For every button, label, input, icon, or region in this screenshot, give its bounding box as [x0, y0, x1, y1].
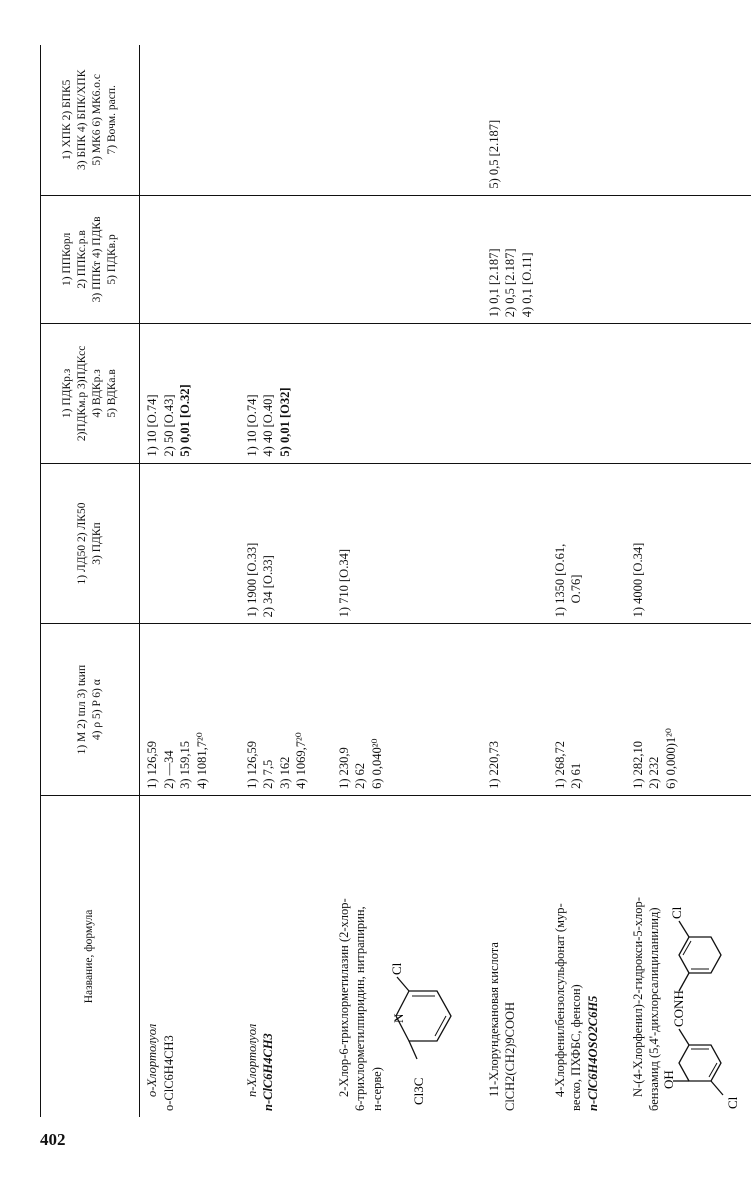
header-bpk: 1) ХПК 2) БПК5 3) БПК 4) БПК/ХПК 5) МК6 6) МК6.о.с 7) Вочм. расп. [41, 45, 140, 195]
pdk-cell: 1) 10 [O.74] 4) 40 [O.40] 5) 0,01 [O32] [240, 324, 332, 463]
tox-cell: 1) 1900 [O.33] 2) 34 [O.33] [240, 463, 332, 624]
header-tox: 1) ЛД50 2) ЛК50 3) ПДКп [41, 463, 140, 624]
bpk-cell [240, 45, 332, 195]
bpk-cell [548, 45, 626, 195]
table-row [482, 45, 548, 1117]
header-ppk: 1) ППКорл 2) ППКс.р.в 3) ППКт 4) ПДКв 5) ПДКв.р [41, 195, 140, 324]
phys-cell: 1) 230,9 2) 62 6) 0,040²⁰ [332, 624, 482, 796]
tox-cell [140, 463, 240, 624]
tox-cell: 1) 4000 [O.34] [626, 463, 751, 624]
structure-label-cl-right: Cl [668, 906, 684, 919]
pdk-cell [332, 324, 482, 463]
nitrapyrin-structure [389, 911, 469, 1111]
phys-cell: 1) 268,72 2) 61 [548, 624, 626, 796]
tox-cell [482, 463, 548, 624]
pdk-cell [626, 324, 751, 463]
structure-label-cl3c: Cl3C [411, 1077, 426, 1105]
data-table [40, 45, 751, 1117]
ppk-cell [332, 195, 482, 324]
ppk-cell [548, 195, 626, 324]
phys-cell: 1) 220,73 [482, 624, 548, 796]
header-pdk: 1) ПДКр.з 2)ПДКм.р 3)ПДКсс 4) ВДКр.з 5) ВДКа.в [41, 324, 140, 463]
compound-name-cell: 4-Хлорфенилбензолсульфонат (мур- веско, ПХФБС, фенсон) n-ClC6H4OSO2C6H5 [552, 903, 600, 1111]
structure-label-n: N [391, 1013, 406, 1023]
bpk-cell: 5) 0,5 [2.187] [482, 45, 548, 195]
phys-cell: 1) 282,10 2) 232 6) 0,000)1²⁰ [626, 624, 751, 796]
structure-label-oh: OH [660, 1070, 676, 1089]
tox-cell: 1) 710 [O.34] [332, 463, 482, 624]
page-number: 402 [40, 1130, 66, 1149]
table-row [140, 45, 240, 1117]
compound-name-cell: o-Хлортолуол o-ClC6H4CH3 [145, 1023, 176, 1111]
table-row [626, 45, 751, 1117]
ppk-cell [240, 195, 332, 324]
compound-name-cell: 2-Хлор-6-трихлорметилазин (2-хлор- 6-трихлорметилпиридин, нитрапирин, н-серве) Cl3C N Cl [332, 795, 482, 1117]
ppk-cell [626, 195, 751, 324]
structure-label-cl: Cl [389, 962, 404, 975]
compound-name-cell: 11-Хлорундекановая кислота ClCH2(CH2)9COOH [486, 942, 517, 1111]
ppk-cell [140, 195, 240, 324]
tox-cell: 1) 1350 [O.61, O.76] [548, 463, 626, 624]
table-row [240, 45, 332, 1117]
compound-name-cell: n-Хлортолуол n-ClC6H4CH3 [244, 1023, 275, 1111]
ppk-cell: 1) 0,1 [2.187] 2) 0,5 [2.187] 4) 0,1 [O.11] [482, 195, 548, 324]
bpk-cell [626, 45, 751, 195]
header-name: Название, формула [41, 795, 140, 1117]
header-phys: 1) M 2) tпл 3) tкип 4) ρ 5) P 6) α [41, 624, 140, 796]
table-row [332, 45, 482, 1117]
pdk-cell [548, 324, 626, 463]
phys-cell: 1) 126,59 2) 7,5 3) 162 4) 1069,7²⁰ [240, 624, 332, 796]
phys-cell: 1) 126,59 2) —34 3) 159,15 4) 1081,7²⁰ [140, 624, 240, 796]
compound-name-cell: N-(4-Хлорфенил)-2-гидрокси-5-хлор- бензамид (5,4'-дихлорсалициланилид) OH CONH Cl Cl [626, 795, 751, 1117]
bpk-cell [332, 45, 482, 195]
salicylanilide-structure [660, 821, 747, 1111]
pdk-cell: 1) 10 [O.74] 2) 50 [O.43] 5) 0,01 [O.32] [140, 324, 240, 463]
structure-label-cl-left: Cl [724, 1096, 740, 1109]
table-row [548, 45, 626, 1117]
pdk-cell [482, 324, 548, 463]
rotated-table-container [40, 45, 740, 1117]
bpk-cell [140, 45, 240, 195]
structure-label-conh: CONH [670, 990, 686, 1027]
header-row [41, 45, 140, 1117]
